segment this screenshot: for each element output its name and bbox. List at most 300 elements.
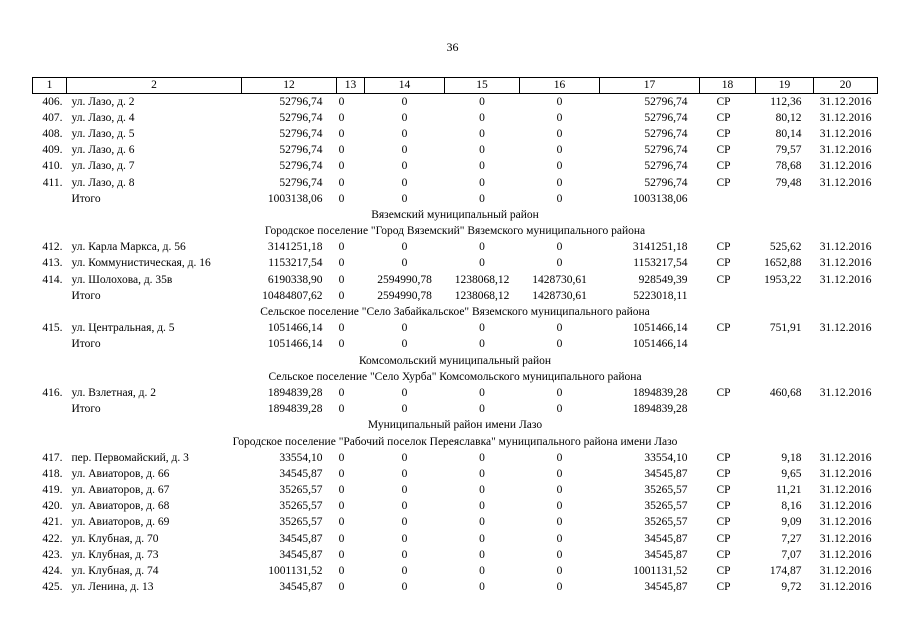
col-15-cell: 1238068,12 <box>454 273 510 286</box>
col-16-cell: 0 <box>556 386 563 399</box>
col-12-cell: 1153217,54 <box>268 257 323 270</box>
table-row <box>33 321 878 337</box>
col-16-cell: 0 <box>556 160 563 173</box>
col-13-cell: 0 <box>338 451 345 464</box>
col-20-cell: 31.12.2016 <box>819 95 872 108</box>
address-cell: ул. Авиаторов, д. 67 <box>71 484 170 497</box>
address-cell: ул. Авиаторов, д. 68 <box>71 500 170 513</box>
col-13-cell: 0 <box>338 565 345 578</box>
col-16-cell: 0 <box>556 192 563 205</box>
col-20-cell: 31.12.2016 <box>819 516 872 529</box>
col-14-cell: 0 <box>401 500 408 513</box>
col-20-cell: 31.12.2016 <box>819 581 872 594</box>
col-19-cell: 1652,88 <box>764 257 802 270</box>
col-19-cell: 7,07 <box>781 548 802 561</box>
col-14-cell: 2594990,78 <box>377 273 432 286</box>
column-header-18: 18 <box>700 78 756 94</box>
col-12-cell: 3141251,18 <box>267 241 323 254</box>
table-row <box>33 563 878 579</box>
row-number-cell: 417. <box>42 451 63 464</box>
address-cell: ул. Взлетная, д. 2 <box>71 386 156 399</box>
col-17-cell: 33554,10 <box>644 451 688 464</box>
col-20-cell: 31.12.2016 <box>819 160 872 173</box>
col-13-cell: 0 <box>338 257 345 270</box>
col-14-cell: 0 <box>401 241 408 254</box>
col-16-cell: 0 <box>556 257 563 270</box>
col-16-cell: 0 <box>556 144 563 157</box>
col-16-cell: 0 <box>556 111 563 124</box>
row-number-cell: 424. <box>42 565 63 578</box>
section-heading: Комсомольский муниципальный район <box>358 354 552 367</box>
table-row <box>33 272 878 288</box>
col-14-cell: 0 <box>401 581 408 594</box>
address-cell: ул. Лазо, д. 8 <box>71 176 135 189</box>
col-19-cell: 79,48 <box>775 176 802 189</box>
col-15-cell: 0 <box>479 403 485 416</box>
col-18-cell: СР <box>716 581 731 594</box>
col-19-cell: 79,57 <box>775 144 802 157</box>
col-17-cell: 52796,74 <box>644 95 688 108</box>
section-heading-row <box>33 434 878 450</box>
col-17-cell: 35265,57 <box>644 484 688 497</box>
section-heading: Городское поселение "Город Вяземский" Вяземского муниципального района <box>264 225 646 238</box>
col-20-cell: 31.12.2016 <box>819 127 872 140</box>
col-14-cell: 0 <box>401 192 408 205</box>
row-number-cell <box>33 191 67 207</box>
col-16-cell: 1428730,61 <box>532 289 587 302</box>
col-13-cell: 0 <box>338 532 345 545</box>
col-15-cell: 0 <box>479 548 485 561</box>
table-row <box>33 126 878 142</box>
col-16-cell: 0 <box>556 338 563 351</box>
col-13-cell: 0 <box>338 111 345 124</box>
col-13-cell: 0 <box>338 386 345 399</box>
col-16-cell: 0 <box>556 532 563 545</box>
total-row <box>33 288 878 304</box>
col-12-cell: 1051466,14 <box>267 322 323 335</box>
col-18-cell: СР <box>716 451 731 464</box>
col-12-cell: 1894839,28 <box>267 403 323 416</box>
row-number-cell: 420. <box>42 500 63 513</box>
col-14-cell: 0 <box>401 403 408 416</box>
col-18-cell: СР <box>716 241 731 254</box>
address-cell: ул. Лазо, д. 5 <box>71 127 135 140</box>
column-header-19: 19 <box>756 78 814 94</box>
col-19-cell: 460,68 <box>769 386 802 399</box>
col-12-cell: 52796,74 <box>279 111 323 124</box>
col-15-cell: 0 <box>479 95 485 108</box>
address-cell: Итого <box>71 403 101 416</box>
col-20-cell: 31.12.2016 <box>819 451 872 464</box>
section-heading: Сельское поселение "Село Хурба" Комсомольского муниципального района <box>268 370 642 383</box>
table-row <box>33 547 878 563</box>
address-cell: ул. Ленина, д. 13 <box>71 581 154 594</box>
col-18-cell: СР <box>716 467 731 480</box>
section-heading-row <box>33 353 878 369</box>
table-body <box>33 94 878 596</box>
col-14-cell: 0 <box>401 176 408 189</box>
col-19-cell: 1953,22 <box>764 273 802 286</box>
address-cell: ул. Авиаторов, д. 69 <box>71 516 170 529</box>
col-20-cell: 31.12.2016 <box>819 467 872 480</box>
col-18-cell <box>700 288 756 304</box>
column-header-14: 14 <box>365 78 445 94</box>
col-13-cell: 0 <box>338 289 345 302</box>
table-row <box>33 240 878 256</box>
table-row <box>33 385 878 401</box>
address-cell: ул. Лазо, д. 7 <box>71 160 135 173</box>
table-row <box>33 483 878 499</box>
col-12-cell: 35265,57 <box>279 516 323 529</box>
address-cell: ул. Шолохова, д. 35в <box>71 273 173 286</box>
table-row <box>33 580 878 596</box>
col-17-cell: 52796,74 <box>644 144 688 157</box>
col-19-cell: 525,62 <box>769 241 802 254</box>
col-17-cell: 1051466,14 <box>632 322 688 335</box>
address-cell: ул. Лазо, д. 2 <box>71 95 135 108</box>
col-20-cell: 31.12.2016 <box>819 565 872 578</box>
col-15-cell: 0 <box>479 338 485 351</box>
col-17-cell: 928549,39 <box>638 273 688 286</box>
col-16-cell: 0 <box>556 241 563 254</box>
col-16-cell: 0 <box>556 548 563 561</box>
table-row <box>33 450 878 466</box>
col-18-cell <box>700 402 756 418</box>
col-16-cell: 1428730,61 <box>532 273 587 286</box>
col-20-cell <box>814 288 878 304</box>
col-20-cell: 31.12.2016 <box>819 273 872 286</box>
col-15-cell: 0 <box>479 516 485 529</box>
col-17-cell: 34545,87 <box>644 532 688 545</box>
address-cell: ул. Коммунистическая, д. 16 <box>71 257 211 270</box>
col-19-cell: 9,72 <box>781 581 802 594</box>
page-number: 36 <box>446 40 459 54</box>
col-18-cell: СР <box>716 548 731 561</box>
col-17-cell: 52796,74 <box>644 111 688 124</box>
col-14-cell: 0 <box>401 111 408 124</box>
col-17-cell: 1894839,28 <box>632 403 688 416</box>
col-18-cell: СР <box>716 484 731 497</box>
col-13-cell: 0 <box>338 484 345 497</box>
col-17-cell: 1153217,54 <box>633 257 688 270</box>
col-12-cell: 52796,74 <box>279 127 323 140</box>
section-heading-row <box>33 207 878 223</box>
col-12-cell: 33554,10 <box>279 451 323 464</box>
col-17-cell: 1051466,14 <box>632 338 688 351</box>
housing-table <box>32 77 878 596</box>
col-18-cell: СР <box>716 160 731 173</box>
row-number-cell: 421. <box>42 516 63 529</box>
col-20-cell: 31.12.2016 <box>819 257 872 270</box>
col-19-cell: 9,18 <box>781 451 802 464</box>
col-20-cell <box>814 337 878 353</box>
col-19-cell: 9,65 <box>781 467 802 480</box>
col-17-cell: 34545,87 <box>644 581 688 594</box>
row-number-cell: 419. <box>42 484 63 497</box>
row-number-cell <box>33 288 67 304</box>
table-row <box>33 531 878 547</box>
col-14-cell: 0 <box>401 565 408 578</box>
col-14-cell: 0 <box>401 144 408 157</box>
col-13-cell: 0 <box>338 160 345 173</box>
col-16-cell: 0 <box>556 403 563 416</box>
col-13-cell: 0 <box>338 581 345 594</box>
section-heading-row <box>33 304 878 320</box>
column-header-12: 12 <box>242 78 337 94</box>
col-19-cell <box>756 402 814 418</box>
col-18-cell: СР <box>716 257 731 270</box>
column-header-1: 1 <box>33 78 67 94</box>
table-row <box>33 175 878 191</box>
col-18-cell: СР <box>716 127 731 140</box>
table-row <box>33 159 878 175</box>
col-19-cell: 80,14 <box>775 127 802 140</box>
col-15-cell: 0 <box>479 192 485 205</box>
col-15-cell: 0 <box>479 257 485 270</box>
col-18-cell: СР <box>716 95 731 108</box>
col-20-cell: 31.12.2016 <box>819 111 872 124</box>
col-14-cell: 0 <box>401 484 408 497</box>
col-17-cell: 52796,74 <box>644 127 688 140</box>
col-20-cell: 31.12.2016 <box>819 322 872 335</box>
col-16-cell: 0 <box>556 484 563 497</box>
col-12-cell: 1894839,28 <box>267 386 323 399</box>
total-row <box>33 191 878 207</box>
col-18-cell: СР <box>716 386 731 399</box>
row-number-cell: 407. <box>42 111 63 124</box>
col-13-cell: 0 <box>338 403 345 416</box>
col-12-cell: 1051466,14 <box>267 338 323 351</box>
col-18-cell <box>700 191 756 207</box>
row-number-cell: 410. <box>42 160 63 173</box>
col-20-cell: 31.12.2016 <box>819 548 872 561</box>
col-15-cell: 0 <box>479 386 485 399</box>
col-16-cell: 0 <box>556 516 563 529</box>
section-heading: Муниципальный район имени Лазо <box>367 419 543 432</box>
col-20-cell <box>814 402 878 418</box>
col-12-cell: 6190338,90 <box>267 273 323 286</box>
col-14-cell: 0 <box>401 451 408 464</box>
col-12-cell: 52796,74 <box>279 95 323 108</box>
total-row <box>33 337 878 353</box>
col-17-cell: 35265,57 <box>644 516 688 529</box>
col-19-cell <box>756 337 814 353</box>
col-18-cell: СР <box>716 516 731 529</box>
section-heading-row <box>33 418 878 434</box>
section-heading: Вяземский муниципальный район <box>371 208 539 221</box>
address-cell: ул. Центральная, д. 5 <box>71 322 175 335</box>
col-18-cell: СР <box>716 111 731 124</box>
col-13-cell: 0 <box>338 192 345 205</box>
address-cell: Итого <box>71 192 101 205</box>
col-18-cell <box>700 337 756 353</box>
col-14-cell: 0 <box>401 160 408 173</box>
col-14-cell: 2594990,78 <box>377 289 432 302</box>
col-12-cell: 34545,87 <box>279 581 323 594</box>
col-19-cell: 78,68 <box>775 160 802 173</box>
col-15-cell: 0 <box>479 532 485 545</box>
col-16-cell: 0 <box>556 451 563 464</box>
row-number-cell: 418. <box>42 467 63 480</box>
col-15-cell: 0 <box>479 160 485 173</box>
address-cell: ул. Клубная, д. 73 <box>71 548 159 561</box>
col-19-cell: 9,09 <box>781 516 802 529</box>
col-15-cell: 0 <box>479 500 485 513</box>
col-18-cell: СР <box>716 176 731 189</box>
table-row <box>33 466 878 482</box>
col-16-cell: 0 <box>556 467 563 480</box>
col-15-cell: 0 <box>479 451 485 464</box>
col-13-cell: 0 <box>338 176 345 189</box>
col-18-cell: СР <box>716 500 731 513</box>
address-cell: ул. Лазо, д. 6 <box>71 144 135 157</box>
col-12-cell: 1001131,52 <box>268 565 323 578</box>
address-cell: ул. Клубная, д. 70 <box>71 532 159 545</box>
col-12-cell: 34545,87 <box>279 548 323 561</box>
col-18-cell: СР <box>716 532 731 545</box>
col-12-cell: 52796,74 <box>279 144 323 157</box>
col-20-cell: 31.12.2016 <box>819 484 872 497</box>
col-12-cell: 1003138,06 <box>267 192 323 205</box>
col-19-cell: 112,36 <box>770 95 802 108</box>
total-row <box>33 402 878 418</box>
col-14-cell: 0 <box>401 386 408 399</box>
section-heading-row <box>33 369 878 385</box>
row-number-cell: 409. <box>42 144 63 157</box>
col-20-cell: 31.12.2016 <box>819 532 872 545</box>
col-14-cell: 0 <box>401 467 408 480</box>
row-number-cell: 415. <box>42 322 63 335</box>
col-12-cell: 34545,87 <box>279 467 323 480</box>
address-cell: ул. Авиаторов, д. 66 <box>71 467 170 480</box>
col-16-cell: 0 <box>556 95 563 108</box>
col-13-cell: 0 <box>338 127 345 140</box>
col-12-cell: 34545,87 <box>279 532 323 545</box>
col-19-cell: 751,91 <box>769 322 802 335</box>
row-number-cell: 411. <box>42 176 63 189</box>
column-header-13: 13 <box>337 78 365 94</box>
col-15-cell: 0 <box>479 467 485 480</box>
col-19-cell: 174,87 <box>769 565 802 578</box>
row-number-cell: 414. <box>42 273 63 286</box>
column-header-15: 15 <box>445 78 520 94</box>
col-20-cell <box>814 191 878 207</box>
address-cell: ул. Карла Маркса, д. 56 <box>71 241 186 254</box>
row-number-cell: 406. <box>42 95 63 108</box>
col-12-cell: 35265,57 <box>279 500 323 513</box>
col-20-cell: 31.12.2016 <box>819 176 872 189</box>
col-20-cell: 31.12.2016 <box>819 386 872 399</box>
col-13-cell: 0 <box>338 95 345 108</box>
col-15-cell: 1238068,12 <box>454 289 510 302</box>
col-17-cell: 5223018,11 <box>633 289 688 302</box>
col-14-cell: 0 <box>401 532 408 545</box>
table-row <box>33 110 878 126</box>
col-16-cell: 0 <box>556 500 563 513</box>
col-19-cell: 8,16 <box>781 500 802 513</box>
table-row <box>33 94 878 111</box>
col-17-cell: 1001131,52 <box>633 565 688 578</box>
col-14-cell: 0 <box>401 338 408 351</box>
col-15-cell: 0 <box>479 176 485 189</box>
col-19-cell <box>756 288 814 304</box>
section-heading: Сельское поселение "Село Забайкальское" Вяземского муниципального района <box>260 306 650 319</box>
address-cell: ул. Лазо, д. 4 <box>71 111 135 124</box>
col-18-cell: СР <box>716 322 731 335</box>
col-12-cell: 35265,57 <box>279 484 323 497</box>
col-15-cell: 0 <box>479 581 485 594</box>
col-12-cell: 52796,74 <box>279 176 323 189</box>
col-14-cell: 0 <box>401 95 408 108</box>
col-16-cell: 0 <box>556 565 563 578</box>
row-number-cell: 408. <box>42 127 63 140</box>
address-cell: ул. Клубная, д. 74 <box>71 565 159 578</box>
col-13-cell: 0 <box>338 500 345 513</box>
col-17-cell: 34545,87 <box>644 548 688 561</box>
row-number-cell: 423. <box>42 548 63 561</box>
col-19-cell: 80,12 <box>775 111 802 124</box>
col-20-cell: 31.12.2016 <box>819 500 872 513</box>
col-19-cell <box>756 191 814 207</box>
col-13-cell: 0 <box>338 273 345 286</box>
col-16-cell: 0 <box>556 581 563 594</box>
header-row <box>33 78 878 94</box>
col-18-cell: СР <box>716 565 731 578</box>
col-14-cell: 0 <box>401 127 408 140</box>
row-number-cell <box>33 402 67 418</box>
address-cell: пер. Первомайский, д. 3 <box>71 451 189 464</box>
col-20-cell: 31.12.2016 <box>819 144 872 157</box>
col-12-cell: 10484807,62 <box>262 289 323 302</box>
col-13-cell: 0 <box>338 467 345 480</box>
col-14-cell: 0 <box>401 516 408 529</box>
col-13-cell: 0 <box>338 516 345 529</box>
table-header <box>33 78 878 94</box>
row-number-cell: 422. <box>42 532 63 545</box>
col-18-cell: СР <box>716 273 731 286</box>
column-header-16: 16 <box>520 78 600 94</box>
address-cell: Итого <box>71 289 101 302</box>
col-16-cell: 0 <box>556 127 563 140</box>
col-15-cell: 0 <box>479 111 485 124</box>
column-header-20: 20 <box>814 78 878 94</box>
col-13-cell: 0 <box>338 548 345 561</box>
col-17-cell: 52796,74 <box>644 160 688 173</box>
column-header-17: 17 <box>600 78 700 94</box>
col-14-cell: 0 <box>401 257 408 270</box>
row-number-cell: 425. <box>42 581 63 594</box>
col-13-cell: 0 <box>338 338 345 351</box>
col-15-cell: 0 <box>479 127 485 140</box>
col-17-cell: 35265,57 <box>644 500 688 513</box>
table-row <box>33 256 878 272</box>
col-15-cell: 0 <box>479 565 485 578</box>
col-17-cell: 34545,87 <box>644 467 688 480</box>
section-heading-row <box>33 224 878 240</box>
col-17-cell: 52796,74 <box>644 176 688 189</box>
col-15-cell: 0 <box>479 322 485 335</box>
row-number-cell: 413. <box>42 257 63 270</box>
col-12-cell: 52796,74 <box>279 160 323 173</box>
col-19-cell: 11,21 <box>776 484 802 497</box>
col-13-cell: 0 <box>338 241 345 254</box>
row-number-cell: 412. <box>42 241 63 254</box>
col-15-cell: 0 <box>479 484 485 497</box>
table-row <box>33 515 878 531</box>
table-row <box>33 499 878 515</box>
row-number-cell <box>33 337 67 353</box>
col-20-cell: 31.12.2016 <box>819 241 872 254</box>
